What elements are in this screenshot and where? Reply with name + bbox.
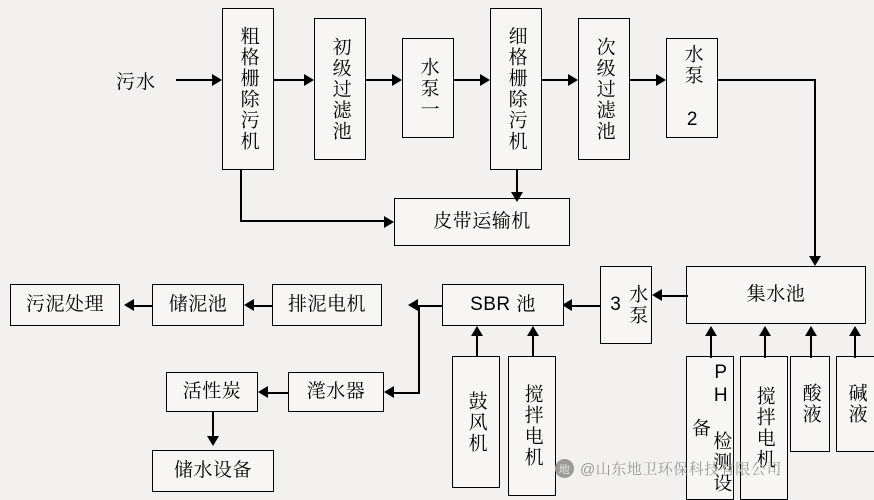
watermark-logo-icon: 地 — [555, 459, 574, 478]
node-primary-filter: 初级过滤池 — [314, 18, 366, 160]
arrow-sludge-tank-to-treat — [124, 299, 134, 311]
node-coarse-grille: 粗格栅除污机 — [222, 8, 274, 170]
node-stir-motor-collection: 搅拌电机 — [740, 356, 788, 500]
node-pump1: 水泵一 — [402, 38, 454, 138]
link-coarse-to-belt — [240, 220, 386, 222]
node-sludge-treatment: 污泥处理 — [10, 284, 120, 326]
link-sludge-motor-to-tank — [252, 305, 272, 307]
node-activated-carbon: 活性炭 — [166, 372, 258, 412]
arrow-stir1-to-sbr — [527, 326, 539, 336]
arrow-ph-to-collection — [705, 326, 717, 336]
arrow-alkali-to-collection — [849, 326, 861, 336]
link-wastewater-to-coarse-grille — [176, 79, 214, 81]
watermark-text: @山东地卫环保科技有限公司 — [580, 461, 782, 478]
arrow-coarse-to-primary — [304, 74, 314, 86]
link-coarse-to-primary — [274, 79, 306, 81]
arrow-wastewater-to-coarse-grille — [212, 74, 222, 86]
arrow-branch-to-decanter — [384, 386, 394, 398]
link-primary-to-pump1 — [366, 79, 394, 81]
node-pump2: 水泵 2 — [666, 38, 718, 138]
arrow-pump2-to-collection-tank — [809, 256, 821, 266]
arrow-sludge-motor-to-tank — [244, 299, 254, 311]
input-label-wastewater: 污水 — [115, 71, 156, 93]
arrow-collection-to-pump3 — [652, 289, 662, 301]
link-sludge-tank-to-treat — [132, 305, 152, 307]
node-belt-conveyor: 皮带运输机 — [394, 198, 570, 246]
link-secondary-to-pump2 — [630, 79, 658, 81]
link-coarse-down — [240, 170, 242, 222]
link-sbr-to-sludge-motor — [418, 305, 442, 307]
arrow-coarse-to-belt — [384, 216, 394, 228]
link-decanter-to-carbon — [266, 392, 288, 394]
link-pump2-right — [718, 79, 816, 81]
arrow-pump1-to-fine-grille — [480, 74, 490, 86]
node-sbr-tank: SBR 池 — [442, 284, 564, 326]
node-blower: 鼓风机 — [452, 356, 500, 488]
node-water-storage: 储水设备 — [152, 450, 274, 492]
node-ph-detector: PH 检测设备 — [686, 356, 734, 500]
node-pump3: 水泵 3 — [600, 266, 652, 344]
arrow-decanter-to-carbon — [258, 386, 268, 398]
arrow-fine-to-belt — [511, 192, 523, 202]
arrow-blower-to-sbr — [471, 326, 483, 336]
node-decanter: 滗水器 — [288, 372, 384, 412]
link-pump3-to-sbr — [570, 305, 600, 307]
node-sludge-tank: 储泥池 — [152, 284, 244, 326]
link-pump1-to-fine-grille — [454, 79, 482, 81]
node-stir-motor-sbr: 搅拌电机 — [508, 356, 556, 496]
link-fine-to-secondary — [542, 79, 570, 81]
node-sludge-motor: 排泥电机 — [272, 284, 382, 326]
arrow-sbr-to-sludge-motor — [408, 299, 418, 311]
arrow-fine-to-secondary — [568, 74, 578, 86]
watermark — [555, 458, 782, 479]
node-secondary-filter: 次级过滤池 — [578, 18, 630, 160]
link-collection-to-pump3 — [660, 295, 688, 297]
arrow-primary-to-pump1 — [392, 74, 402, 86]
link-branch-to-decanter — [392, 392, 420, 394]
arrow-acid-to-collection — [805, 326, 817, 336]
node-fine-grille: 细格栅除污机 — [490, 8, 542, 170]
arrow-stir2-to-collection — [759, 326, 771, 336]
link-sbr-branch-down — [418, 305, 420, 393]
arrow-carbon-to-storage — [207, 436, 219, 446]
node-acid-liquid: 酸液 — [790, 356, 830, 452]
node-alkali-liquid: 碱液 — [836, 356, 874, 452]
link-pump2-down — [814, 79, 816, 259]
arrow-secondary-to-pump2 — [656, 74, 666, 86]
node-collection-tank: 集水池 — [686, 266, 866, 324]
